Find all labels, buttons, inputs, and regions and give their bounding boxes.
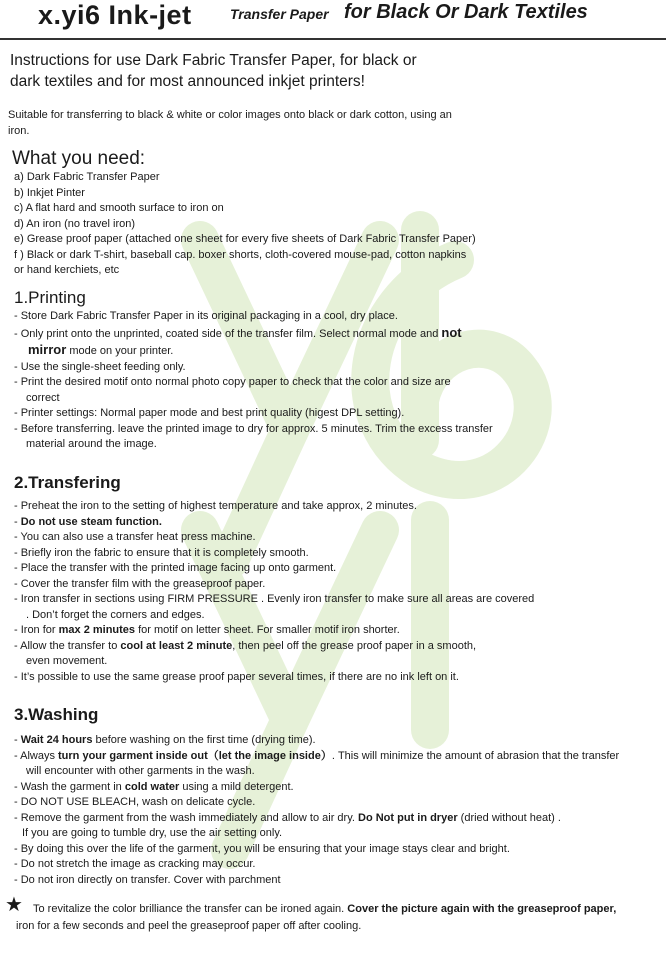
list-item: - Store Dark Fabric Transfer Paper in its original packaging in a cool, dry place.	[14, 310, 398, 322]
list-item: c) A flat hard and smooth surface to iron on	[14, 202, 224, 214]
list-item: - Iron for max 2 minutes for motif on letter sheet. For smaller motif iron shorter.	[14, 624, 400, 636]
star-icon: ★	[5, 894, 23, 916]
list-item: - Place the transfer with the printed image facing up onto garment.	[14, 562, 337, 574]
list-item: correct	[26, 391, 60, 404]
list-item: material around the image.	[26, 438, 157, 450]
list-item: - Remove the garment from the wash immediately and allow to air dry. Do Not put in dryer (dried without heat) .	[14, 811, 561, 824]
subtitle-small: Transfer Paper	[230, 6, 329, 22]
printing-list	[14, 309, 493, 453]
intro-line: dark textiles and for most announced inkjet printers!	[10, 73, 365, 90]
list-item: - Preheat the iron to the setting of highest temperature and take approx, 2 minutes.	[14, 500, 417, 512]
washing-list	[14, 733, 619, 888]
list-item: mirror mode on your printer.	[28, 342, 174, 357]
list-item: - Only print onto the unprinted, coated side of the transfer film. Select normal mode and not	[14, 324, 462, 340]
transfering-list	[14, 499, 534, 685]
list-item: f ) Black or dark T-shirt, baseball cap. boxer shorts, cloth-covered mouse-pad, cotton napkins	[14, 248, 467, 261]
list-item: a) Dark Fabric Transfer Paper	[14, 171, 160, 183]
list-item: - Use the single-sheet feeding only.	[14, 360, 186, 373]
list-item: . Don’t forget the corners and edges.	[26, 608, 205, 621]
tip-line: To revitalize the color brilliance the transfer can be ironed again. Cover the picture again with the greaseproof paper,	[33, 903, 617, 915]
list-item: If you are going to tumble dry, use the air setting only.	[22, 827, 283, 839]
header-divider	[0, 38, 666, 40]
printing-heading: 1.Printing	[14, 288, 86, 307]
list-item: - Briefly iron the fabric to ensure that it is completely smooth.	[14, 546, 309, 559]
suitable-line: iron.	[8, 125, 30, 137]
intro-text	[10, 50, 417, 92]
list-item: even movement.	[26, 655, 108, 667]
list-item: - You can also use a transfer heat press machine.	[14, 531, 256, 543]
list-item: b) Inkjet Pinter	[14, 186, 85, 199]
transfering-heading: 2.Transfering	[14, 473, 121, 492]
list-item: - Do not iron directly on transfer. Cover with parchment	[14, 873, 281, 886]
list-item: - Do not use steam function.	[14, 515, 162, 528]
list-item: - DO NOT USE BLEACH, wash on delicate cycle.	[14, 796, 256, 808]
list-item: - Allow the transfer to cool at least 2 minute, then peel off the grease proof paper in a smooth,	[14, 639, 477, 652]
list-item: d) An iron (no travel iron)	[14, 217, 136, 230]
subtitle-large: for Black Or Dark Textiles	[344, 1, 588, 23]
need-list	[14, 170, 476, 279]
list-item: - Always turn your garment inside out（let the image inside）. This will minimize the amount of abrasion that the transfer	[14, 749, 620, 762]
list-item: - Do not stretch the image as cracking may occur.	[14, 858, 256, 870]
list-item: - Iron transfer in sections using FIRM PRESSURE . Evenly iron transfer to make sure all areas are covered	[14, 593, 535, 605]
list-item: - Cover the transfer film with the greaseproof paper.	[14, 577, 266, 590]
list-item: - It’s possible to use the same grease proof paper several times, if there are no ink left on it.	[14, 670, 459, 683]
list-item: - Wait 24 hours before washing on the first time (drying time).	[14, 734, 316, 746]
suitable-line: Suitable for transferring to black & white or color images onto black or dark cotton, using an	[8, 109, 452, 121]
list-item: e) Grease proof paper (attached one sheet for every five sheets of Dark Fabric Transfer Paper)	[14, 233, 476, 245]
list-item: or hand kerchiets, etc	[14, 264, 120, 276]
list-item: - By doing this over the life of the garment, you will be ensuring that your image stays clear and bright.	[14, 842, 510, 855]
list-item: - Wash the garment in cold water using a mild detergent.	[14, 780, 294, 793]
intro-line: Instructions for use Dark Fabric Transfer Paper, for black or	[10, 52, 417, 69]
tip-line: iron for a few seconds and peel the greaseproof paper off after cooling.	[16, 920, 362, 932]
need-heading: What you need:	[12, 148, 146, 169]
list-item: - Printer settings: Normal paper mode and best print quality (higest DPL setting).	[14, 407, 405, 419]
list-item: will encounter with other garments in the wash.	[26, 765, 255, 777]
suitable-text	[8, 107, 452, 139]
list-item: - Before transferring. leave the printed image to dry for approx. 5 minutes. Trim the excess transfer	[14, 422, 493, 435]
list-item: - Print the desired motif onto normal photo copy paper to check that the color and size are	[14, 376, 451, 388]
brand-title: x.yi6 Ink-jet	[38, 0, 192, 30]
washing-heading: 3.Washing	[14, 705, 99, 724]
